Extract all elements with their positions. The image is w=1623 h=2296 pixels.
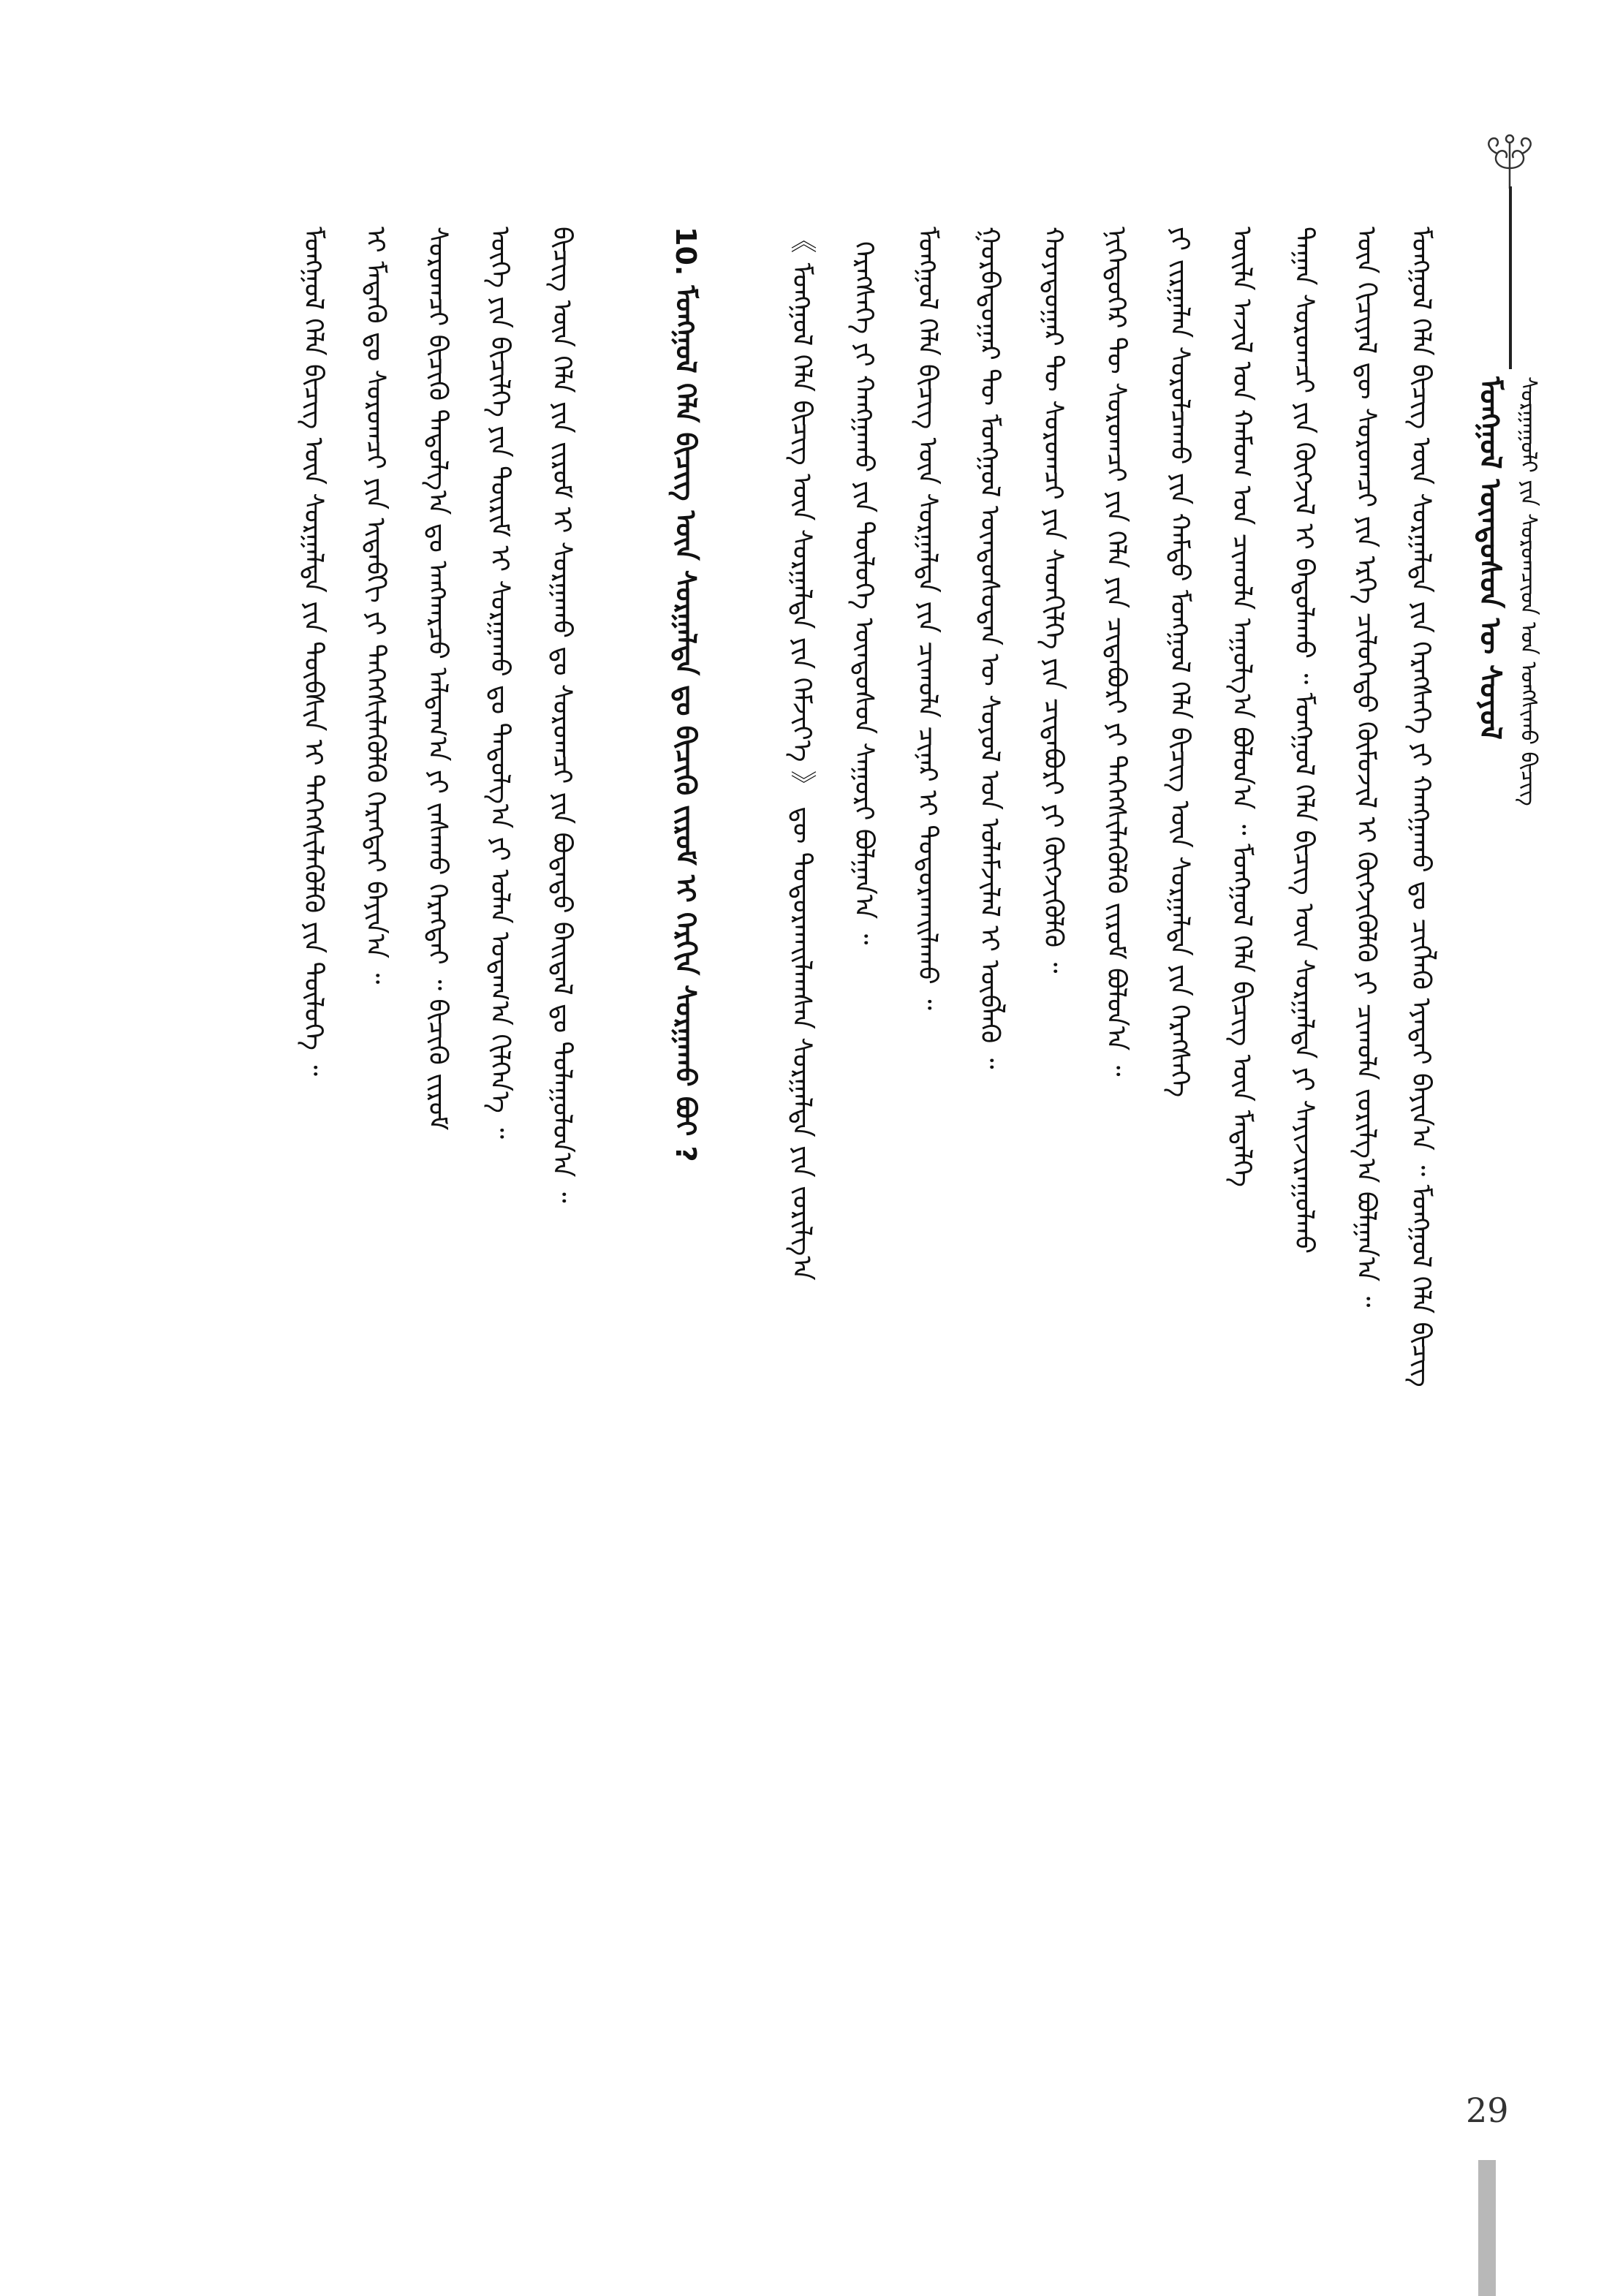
text-column: ᠶᠢ ᠵᠢᠷᠭᠠᠯᠠᠨ ᠰᠤᠷᠤᠯᠴᠠᠬᠤ ᠶᠢᠨ ᠬᠠᠮᠲᠤ ᠮᠣᠩᠭᠣᠯ ᠬᠡᠯᠡ ᠪᠢᠴᠢᠭ ᠦᠨ ᠰᠤᠷᠭᠠᠯᠲᠠ ᠶᠢᠨ ᠬᠡᠷᠡᠭᠰᠡᠭᠡ bbox=[1165, 227, 1195, 1098]
section-heading: 10. ᠮᠣᠩᠭᠣᠯ ᠬᠡᠯᠡ ᠪᠢᠴᠢᠭ ᠦᠨ ᠰᠤᠷᠭᠠᠯᠲᠠ ᠳᠤ ᠪᠢᠴᠢᠬᠦ ᠵᠢᠷᠤᠮ ᠢ ᠬᠡᠷᠬᠢᠨ ᠰᠤᠷᠭᠠᠬᠤ ᠪᠤᠢ ? bbox=[670, 227, 702, 1162]
text-column: ᠮᠣᠩᠭᠣᠯ ᠬᠡᠯᠡ ᠪᠢᠴᠢᠭ ᠦᠨ ᠰᠤᠷᠭᠠᠯᠲᠠ ᠶᠢᠨ ᠲᠦᠪᠰᠢᠨ ᠢ ᠳᠡᠭᠡᠭᠰᠢᠯᠡᠭᠦᠯᠬᠦ ᠶᠢᠨ ᠲᠥᠯᠥᠭᠡ ᠃ bbox=[298, 227, 328, 1076]
text-column: ᠭᠤᠷᠪᠠᠳᠤᠭᠠᠷ ᠲᠦ ᠮᠣᠩᠭᠣᠯ ᠦᠨᠳᠦᠰᠦᠲᠡᠨ ᠦ ᠰᠣᠶᠣᠯ ᠤᠨ ᠤᠯᠠᠮᠵᠢᠯᠠᠯ ᠢ ᠥᠪᠯᠡᠬᠦ ᠃ bbox=[975, 227, 1005, 1069]
text-column: ᠬᠣᠶᠠᠳᠤᠭᠠᠷ ᠲᠦ ᠰᠤᠷᠤᠭᠴᠢ ᠶᠢᠨ ᠰᠡᠳᠬᠢᠯᠭᠡ ᠶᠢᠨ ᠴᠢᠳᠠᠪᠤᠷᠢ ᠶᠢ ᠬᠥᠭᠵᠢᠭᠦᠯᠬᠦ ᠃ bbox=[1038, 227, 1068, 974]
text-column: ᠪᠢᠴᠢᠭ᠌ ᠦᠨ ᠬᠡᠯᠡ ᠶᠢᠨ ᠵᠢᠷᠤᠮ ᠢ ᠰᠤᠷᠭᠠᠬᠤ ᠳᠤ ᠰᠤᠷᠤᠭᠴᠢ ᠶᠢᠨ ᠪᠣᠳᠠᠲᠤ ᠪᠠᠢᠳᠠᠯ ᠳᠤ ᠲᠤᠯᠠᠭᠤᠯᠤᠨ᠎ᠠ ᠃ bbox=[547, 227, 577, 1203]
text-column: ᠢ ᠮᠡᠳᠡᠬᠦ ᠳᠤ ᠰᠤᠷᠤᠭᠴᠢ ᠶᠢᠨ ᠢᠳᠡᠪᠬᠢ ᠶᠢ ᠳᠡᠭᠡᠭᠰᠢᠯᠡᠭᠦᠯᠬᠦ ᠬᠡᠷᠡᠭᠲᠡᠢ ᠪᠠᠶᠢᠨ᠎ᠠ ᠃ bbox=[360, 227, 390, 985]
running-header-subtitle: ᠰᠤᠷᠭᠠᠭᠤᠯᠢ ᠶᠢᠨ ᠰᠤᠷᠤᠭᠴᠢᠳ ᠤᠨ ᠤᠩᠰᠢᠬᠤ ᠪᠢᠴᠢᠭ bbox=[1516, 376, 1541, 806]
running-header-title: ᠮᠣᠩᠭᠣᠯ ᠦᠨᠳᠦᠰᠦᠨ ᠦ ᠰᠣᠶᠣᠯ bbox=[1473, 376, 1507, 740]
text-column: ᠳᠠᠭᠠᠨ ᠰᠤᠷᠤᠭᠴᠢ ᠶᠢᠨ ᠬᠥᠭᠵᠢᠯ ᠢ ᠪᠠᠲᠤᠯᠠᠬᠤ ᠃ ᠮᠣᠩᠭᠣᠯ ᠬᠡᠯᠡ ᠪᠢᠴᠢᠭ ᠦᠨ ᠰᠤᠷᠭᠠᠯᠲᠠ ᠶᠢ ᠰᠠᠶᠢᠵᠢᠷᠠᠭᠤᠯᠬᠤ bbox=[1289, 227, 1319, 1254]
text-column: ᠦᠢᠯᠡ ᠠᠵᠢᠯ ᠤᠨ ᠬᠠᠮᠤᠭ ᠤᠨ ᠴᠢᠬᠤᠯᠠ ᠠᠭᠤᠯᠭ᠎ᠠ ᠪᠣᠯᠤᠨ᠎ᠠ ᠃ ᠮᠣᠩᠭᠣᠯ ᠬᠡᠯᠡ ᠪᠢᠴᠢᠭ ᠦᠨ ᠮᠡᠳᠡᠯᠭᠡ bbox=[1227, 227, 1257, 1187]
ornament-icon bbox=[1477, 132, 1543, 190]
text-column: ᠬᠡᠷᠡᠭᠰᠡᠭᠡ ᠶᠢ ᠬᠠᠩᠭᠠᠬᠤ ᠶᠢᠨ ᠲᠥᠯᠥᠭᠡ ᠦᠨᠳᠦᠰᠦᠨ ᠰᠠᠭᠤᠷᠢ ᠪᠣᠯᠭᠠᠨ᠎ᠠ ᠃ bbox=[849, 241, 879, 945]
text-column: ᠨᠢᠭᠡᠳᠦᠭᠡᠷ ᠲᠦ ᠰᠤᠷᠤᠭᠴᠢ ᠶᠢᠨ ᠬᠡᠯᠡ ᠶᠢᠨ ᠴᠢᠳᠠᠪᠤᠷᠢ ᠶᠢ ᠳᠡᠭᠡᠭᠰᠢᠯᠡᠭᠦᠯᠬᠦ ᠵᠢᠷᠤᠮ ᠪᠣᠯᠤᠨ᠎ᠠ ᠃ bbox=[1101, 227, 1131, 1077]
text-column: 《 ᠮᠣᠩᠭᠣᠯ ᠬᠡᠯᠡ ᠪᠢᠴᠢᠭ ᠦᠨ ᠰᠤᠷᠭᠠᠯᠲᠠ ᠶᠢᠨ ᠬᠡᠮᠵᠢᠶ᠎ᠡ 》 ᠳᠦ ᠲᠣᠳᠤᠷᠬᠠᠢᠯᠠᠭᠰᠠᠨ ᠰᠤᠷᠭᠠᠯᠲᠠ ᠶᠢᠨ ᠵᠣᠷᠢᠯᠭ᠎ᠠ bbox=[787, 227, 817, 1281]
page-edge-bar bbox=[1478, 2160, 1496, 2296]
header-rule bbox=[1509, 186, 1512, 369]
text-column: ᠮᠣᠩᠭᠣᠯ ᠬᠡᠯᠡ ᠪᠢᠴᠢᠭ ᠦᠨ ᠰᠤᠷᠭᠠᠯᠲᠠ ᠶᠢᠨ ᠬᠡᠷᠡᠭᠰᠡᠭᠡ ᠶᠢ ᠬᠠᠩᠭᠠᠬᠤ ᠳᠤ ᠴᠢᠭᠯᠡᠬᠦ ᠡᠶᠡᠲᠡᠢ ᠪᠠᠶᠢᠨ᠎ᠠ ᠃ ᠮᠣᠩᠭᠣᠯ ᠬᠡᠯᠡ ᠪᠢᠴᠢᠭ bbox=[1406, 227, 1436, 1387]
text-column: ᠰᠤᠷᠤᠭᠴᠢ ᠪᠢᠴᠢᠬᠦ ᠳᠠᠳᠤᠯᠭ᠎ᠠ ᠳᠤ ᠠᠩᠬᠠᠷᠴᠤ ᠠᠯᠳᠠᠭ᠎ᠠ ᠶᠢ ᠵᠠᠰᠠᠬᠤ ᠬᠡᠷᠡᠭᠲᠡᠢ ᠃ ᠪᠢᠴᠢᠬᠦ ᠵᠢᠷᠤᠮ bbox=[423, 227, 453, 1131]
page-number: 29 bbox=[1466, 2091, 1509, 2130]
text-column: ᠦᠨ ᠬᠢᠴᠢᠶᠡᠯ ᠳᠦ ᠰᠤᠷᠤᠭᠴᠢ ᠶᠢᠨ ᠡᠷᠬᠡ ᠴᠢᠯᠦᠭᠡᠲᠦ ᠬᠦᠮᠦᠵᠢᠯ ᠢ ᠬᠥᠭᠵᠢᠭᠦᠯᠬᠦ ᠶᠢ ᠴᠢᠬᠤᠯᠠ ᠵᠣᠷᠢᠯᠭ᠎ᠠ ᠪᠣᠯᠭᠠᠨ᠎ᠠ ᠃ bbox=[1351, 227, 1381, 1308]
text-column: ᠦᠭᠡ ᠶᠢᠨ ᠪᠢᠴᠢᠯᠭᠡ ᠶᠢᠨ ᠳᠦᠷᠢᠮ ᠢ ᠰᠤᠷᠭᠠᠬᠤ ᠳᠤ ᠳᠠᠳᠤᠯᠭ᠎ᠠ ᠶᠢ ᠣᠯᠠᠨ ᠤᠳᠠᠭ᠎ᠠ ᠬᠢᠯᠭᠡᠨ᠎ᠡ ᠃ bbox=[485, 227, 515, 1139]
text-column: ᠮᠣᠩᠭᠣᠯ ᠬᠡᠯᠡ ᠪᠢᠴᠢᠭ ᠦᠨ ᠰᠤᠷᠭᠠᠯᠲᠠ ᠶᠢᠨ ᠴᠢᠬᠤᠯᠠ ᠴᠢᠨᠠᠷ ᠢ ᠲᠣᠳᠤᠷᠬᠠᠢᠯᠠᠬᠤ ᠃ bbox=[912, 227, 942, 1010]
